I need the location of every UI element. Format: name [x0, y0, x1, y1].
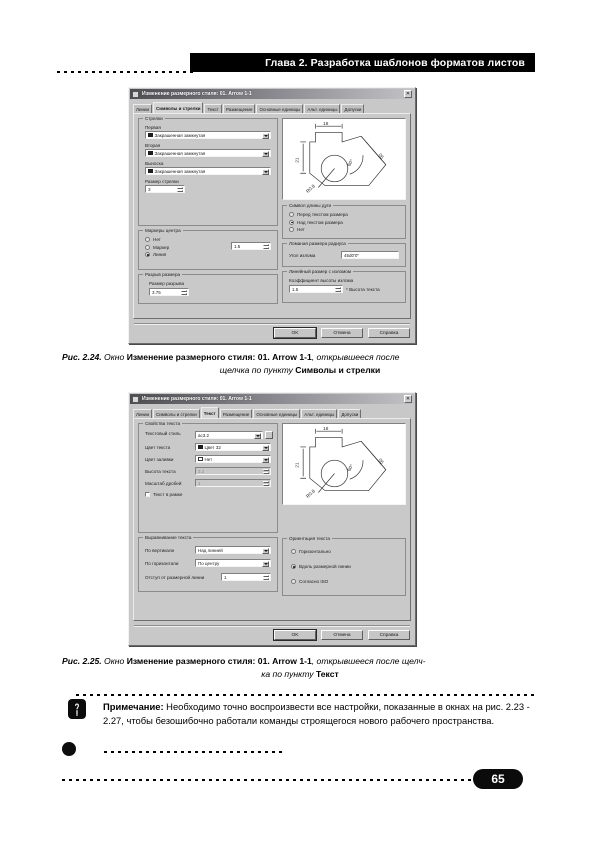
- color-swatch-icon: [198, 457, 203, 462]
- text-frame-checkbox[interactable]: [143, 492, 273, 497]
- center-mark-size-value: 1.5: [234, 243, 241, 249]
- jog-factor-stepper[interactable]: [289, 285, 343, 293]
- dialog2-tab-panel: [133, 418, 411, 621]
- dialog1-window-icon: [132, 91, 139, 98]
- arc-symbol-group-title: Символ длины дуги: [289, 202, 332, 208]
- arrows-group-title: Стрелки: [145, 115, 163, 121]
- help-button-2[interactable]: Справка: [368, 630, 410, 640]
- jogged-radius-group-title: Ломаная размера радиуса: [289, 240, 346, 246]
- second-arrow-label: Вторая: [145, 143, 161, 148]
- dialog2-left-column: [138, 420, 278, 616]
- pen-icon: [68, 699, 86, 719]
- break-size-stepper[interactable]: [149, 288, 189, 296]
- horizontal-align-combo[interactable]: [195, 559, 271, 567]
- dialog2-tabstrip[interactable]: [133, 407, 411, 418]
- horizontal-align-label: По горизонтали: [145, 560, 179, 566]
- dialog2-right-column: [282, 423, 406, 616]
- fraction-scale-label: Масштаб дробей: [145, 480, 182, 486]
- checkbox-icon: [145, 492, 150, 497]
- break-size-value: 3.75: [152, 289, 161, 295]
- dialog1-tab-panel: [133, 113, 411, 319]
- center-mark-none-radio[interactable]: [145, 237, 231, 242]
- text-alignment-group-title: Выравнивание текста: [145, 534, 192, 540]
- dialog1-title: Изменение размерного стиля: 01. Arrow 1-1: [142, 91, 252, 97]
- dialog2-button-row: [134, 630, 410, 640]
- horizontal-align-value: По центру: [198, 560, 220, 566]
- tab-symbols-arrows[interactable]: Символы и стрелки: [153, 102, 204, 113]
- break-size-label: Размер разрыва: [149, 281, 185, 286]
- center-marks-group: [138, 227, 278, 270]
- tab2-lines[interactable]: Линии: [133, 409, 152, 418]
- arc-symbol-above-radio[interactable]: [289, 220, 401, 225]
- dialog1-tabstrip[interactable]: [133, 102, 411, 113]
- dialog1-left-column: [138, 115, 278, 314]
- jog-factor-suffix: * Высота текста: [346, 286, 380, 292]
- dialog2-titlebar[interactable]: [130, 394, 414, 404]
- tab2-symbols-arrows[interactable]: Символы и стрелки: [153, 409, 200, 418]
- arrow-glyph-icon: [148, 169, 153, 174]
- radio-dot-icon: [289, 220, 294, 225]
- radio-dot-icon: [291, 549, 296, 554]
- fraction-scale-stepper[interactable]: [195, 479, 271, 487]
- first-arrow-combo[interactable]: [145, 131, 271, 139]
- arc-symbol-none-radio[interactable]: [289, 227, 401, 232]
- chevron-down-icon[interactable]: [254, 433, 261, 439]
- svg-text:21: 21: [295, 462, 301, 468]
- ok-button-2[interactable]: OK: [274, 630, 316, 640]
- caption1-word1: Окно: [104, 352, 125, 362]
- page-number-badge: 65: [473, 769, 523, 789]
- text-properties-group: [138, 420, 278, 533]
- jog-factor-label: Коэффициент высоты излома: [289, 278, 354, 283]
- chevron-down-icon[interactable]: [262, 445, 269, 451]
- arc-symbol-none-label: Нет: [297, 227, 305, 232]
- arc-symbol-before-label: Перед текстом размера: [297, 212, 348, 217]
- figure-caption-2-24: [62, 351, 538, 376]
- dimension-style-dialog-text[interactable]: [128, 392, 416, 646]
- fill-color-value: Нет: [204, 456, 213, 462]
- note-text-block: [103, 700, 538, 728]
- jog-factor-value: 1.5: [292, 286, 299, 292]
- tab-placement[interactable]: Размещение: [223, 104, 256, 113]
- caption1-word3: щелчка по пункту: [219, 364, 293, 375]
- radio-dot-icon: [289, 212, 294, 217]
- svg-text:05: 05: [376, 153, 384, 161]
- note-top-rule: [76, 694, 538, 696]
- stepper-buttons[interactable]: [335, 287, 341, 291]
- jog-angle-value: 45d0'0": [344, 252, 359, 258]
- footer-dotted-rule: [62, 779, 476, 781]
- chevron-down-icon[interactable]: [262, 548, 269, 554]
- orientation-horizontal-label: Горизонтально: [299, 549, 331, 554]
- tab2-placement[interactable]: Размещение: [220, 409, 253, 418]
- orientation-horizontal-radio[interactable]: [291, 549, 401, 554]
- help-button[interactable]: Справка: [368, 328, 410, 338]
- tab2-tolerances[interactable]: Допуски: [338, 409, 361, 418]
- center-marks-group-title: Маркеры центра: [145, 227, 181, 233]
- running-head-text: Глава 2. Разработка шаблонов форматов листов: [265, 56, 525, 69]
- tab2-alternate-units[interactable]: Альт. единицы: [301, 409, 337, 418]
- svg-text:05: 05: [376, 458, 384, 466]
- second-arrow-value: Закрашенная замкнутая: [154, 150, 206, 156]
- dialog1-button-row: [134, 328, 410, 338]
- note-bottom-rule: [104, 751, 282, 753]
- orientation-along-dimline-label: Вдоль размерной линии: [299, 564, 351, 569]
- radio-dot-icon: [145, 237, 150, 242]
- text-style-label: Текстовый стиль: [145, 431, 181, 436]
- svg-text:60°: 60°: [347, 463, 356, 473]
- arrow-glyph-icon: [148, 133, 153, 138]
- caption1-figno: Рис. 2.24.: [62, 352, 102, 362]
- leader-arrow-combo[interactable]: [145, 167, 271, 175]
- chevron-down-icon[interactable]: [262, 561, 269, 567]
- tab-alternate-units[interactable]: Альт. единицы: [304, 104, 340, 113]
- cancel-button-2[interactable]: Отмена: [321, 630, 363, 640]
- radio-dot-icon: [289, 227, 294, 232]
- dim-line-offset-value: 1: [224, 574, 227, 580]
- arc-symbol-group: [282, 202, 406, 239]
- dialog1-separator: [134, 323, 410, 325]
- text-alignment-group: [138, 534, 278, 592]
- tab-text[interactable]: Текст: [204, 104, 221, 113]
- center-mark-size-stepper[interactable]: [231, 242, 271, 250]
- stepper-buttons[interactable]: [177, 187, 183, 191]
- cancel-button[interactable]: Отмена: [321, 328, 363, 338]
- svg-text:60°: 60°: [347, 158, 356, 168]
- caption1-bold1: Изменение размерного стиля: 01. Arrow 1-1: [126, 352, 312, 362]
- center-mark-line-label: Линия: [153, 252, 167, 257]
- caption1-bold2: Символы и стрелки: [295, 364, 381, 375]
- vertical-align-label: По вертикали: [145, 547, 175, 553]
- dialog2-separator: [134, 625, 410, 627]
- color-swatch-icon: [198, 445, 203, 450]
- jog-angle-label: Угол излома: [289, 252, 316, 258]
- fill-color-label: Цвет заливки: [145, 456, 174, 462]
- caption1-word2: , открывшееся после: [311, 352, 400, 362]
- linear-jog-group-title: Линейный размер с изломом: [289, 268, 351, 274]
- radio-dot-icon: [145, 252, 150, 257]
- stepper-buttons[interactable]: [263, 244, 269, 248]
- arc-symbol-above-label: Над текстом размера: [297, 219, 343, 225]
- ok-button[interactable]: OK: [274, 328, 316, 338]
- preview-drawing-svg: [285, 121, 403, 197]
- orientation-iso-label: Согласно ISO: [299, 579, 329, 584]
- text-style-combo[interactable]: [195, 431, 263, 439]
- jogged-radius-group: [282, 240, 406, 267]
- text-color-combo[interactable]: [195, 443, 271, 451]
- text-style-value: ас3.2: [198, 432, 210, 438]
- chevron-down-icon[interactable]: [262, 169, 269, 175]
- leader-arrow-value: Закрашенная замкнутая: [154, 168, 206, 174]
- decorative-bullet: [62, 742, 76, 756]
- svg-text:18: 18: [323, 121, 329, 127]
- dialog2-title: Изменение размерного стиля: 01. Arrow 1-1: [142, 396, 252, 402]
- caption2-bold1: Изменение размерного стиля: 01. Arrow 1-1: [126, 656, 312, 666]
- dialog1-titlebar[interactable]: [130, 89, 414, 99]
- tab-lines[interactable]: Линии: [133, 104, 152, 113]
- center-mark-line-radio[interactable]: [145, 252, 231, 257]
- second-arrow-combo[interactable]: [145, 149, 271, 157]
- vertical-align-combo[interactable]: [195, 546, 271, 554]
- arrow-glyph-icon: [148, 151, 153, 156]
- chevron-down-icon[interactable]: [262, 457, 269, 463]
- preview-drawing-svg-2: [285, 426, 403, 502]
- arrow-size-stepper[interactable]: [145, 185, 185, 193]
- tab-tolerances[interactable]: Допуски: [341, 104, 364, 113]
- pen-glyph: [73, 703, 81, 716]
- jog-angle-field[interactable]: [341, 251, 399, 259]
- stepper-buttons[interactable]: [263, 469, 269, 473]
- text-height-stepper[interactable]: [195, 467, 271, 475]
- text-color-label: Цвет текста: [145, 444, 171, 450]
- text-orientation-group: [282, 535, 406, 596]
- dimension-break-group: [138, 271, 278, 304]
- tab2-text[interactable]: Текст: [201, 407, 219, 418]
- text-height-value: 3.2: [198, 468, 205, 474]
- stepper-buttons[interactable]: [181, 290, 187, 294]
- header-dotted-rule: [57, 71, 197, 73]
- running-head-band: [190, 53, 535, 72]
- tab2-primary-units[interactable]: Основные единицы: [253, 409, 300, 418]
- text-style-browse-button[interactable]: [265, 431, 273, 439]
- dialog1-close-icon[interactable]: ✕: [405, 91, 411, 97]
- dimension-break-group-title: Разрыв размера: [145, 271, 181, 277]
- svg-text:18: 18: [323, 426, 329, 432]
- chevron-down-icon[interactable]: [262, 133, 269, 139]
- radio-dot-icon: [145, 245, 150, 250]
- fill-color-combo[interactable]: [195, 455, 271, 463]
- caption2-bold2: Текст: [315, 668, 339, 679]
- dialog2-close-icon[interactable]: ✕: [405, 396, 411, 402]
- vertical-align-value: Над линией: [198, 547, 223, 553]
- note-text: Необходимо точно воспроизвести все настройки, показанные в окнах на рис. 2.23 - 2.27, чтобы безошибочно работали команды строящегося нового рабочего пространства.: [103, 701, 530, 726]
- first-arrow-value: Закрашенная замкнутая: [154, 132, 206, 138]
- caption2-word1: Окно: [104, 656, 125, 666]
- caption2-word2: , открывшееся после щелч-: [311, 656, 426, 666]
- center-mark-mark-radio[interactable]: [145, 245, 231, 250]
- first-arrow-label: Первая: [145, 125, 161, 130]
- arrow-size-label: Размер стрелки: [145, 179, 179, 184]
- svg-text:21: 21: [295, 157, 301, 163]
- svg-text:R0.8: R0.8: [305, 184, 317, 195]
- figure-caption-2-25: [62, 655, 538, 680]
- center-mark-none-label: Нет: [153, 237, 161, 242]
- arrow-size-value: 3: [148, 186, 151, 192]
- dim-line-offset-label: Отступ от размерной линии: [145, 574, 205, 580]
- dialog2-window-icon: [132, 396, 139, 403]
- svg-text:R0.8: R0.8: [305, 489, 317, 500]
- dim-line-offset-stepper[interactable]: [221, 573, 271, 581]
- dialog1-right-column: [282, 118, 406, 314]
- arrows-group: [138, 115, 278, 226]
- text-height-label: Высота текста: [145, 468, 176, 474]
- text-orientation-group-title: Ориентация текста: [289, 535, 330, 541]
- leader-arrow-label: Выноска: [145, 161, 164, 166]
- orientation-iso-radio[interactable]: [291, 579, 401, 584]
- center-mark-mark-label: Маркер: [153, 244, 170, 250]
- note-label: Примечание:: [103, 701, 164, 712]
- caption2-word3: ка по пункту: [261, 668, 314, 679]
- orientation-along-dimline-radio[interactable]: [291, 564, 401, 569]
- dimension-preview-pane: [282, 118, 406, 200]
- arc-symbol-before-radio[interactable]: [289, 212, 401, 217]
- text-color-value: Цвет 32: [204, 444, 221, 450]
- dimension-preview-pane-2: [282, 423, 406, 505]
- radio-dot-icon: [291, 564, 296, 569]
- dimension-style-dialog-symbols-arrows[interactable]: [128, 87, 416, 344]
- chevron-down-icon[interactable]: [262, 151, 269, 157]
- radio-dot-icon: [291, 579, 296, 584]
- stepper-buttons[interactable]: [263, 481, 269, 485]
- linear-jog-group: [282, 268, 406, 303]
- text-frame-label: Текст в рамке: [153, 492, 183, 497]
- stepper-buttons[interactable]: [263, 575, 269, 579]
- tab-primary-units[interactable]: Основные единицы: [256, 104, 303, 113]
- text-properties-group-title: Свойства текста: [145, 420, 181, 426]
- caption2-figno: Рис. 2.25.: [62, 656, 102, 666]
- fraction-scale-value: 1: [198, 480, 201, 486]
